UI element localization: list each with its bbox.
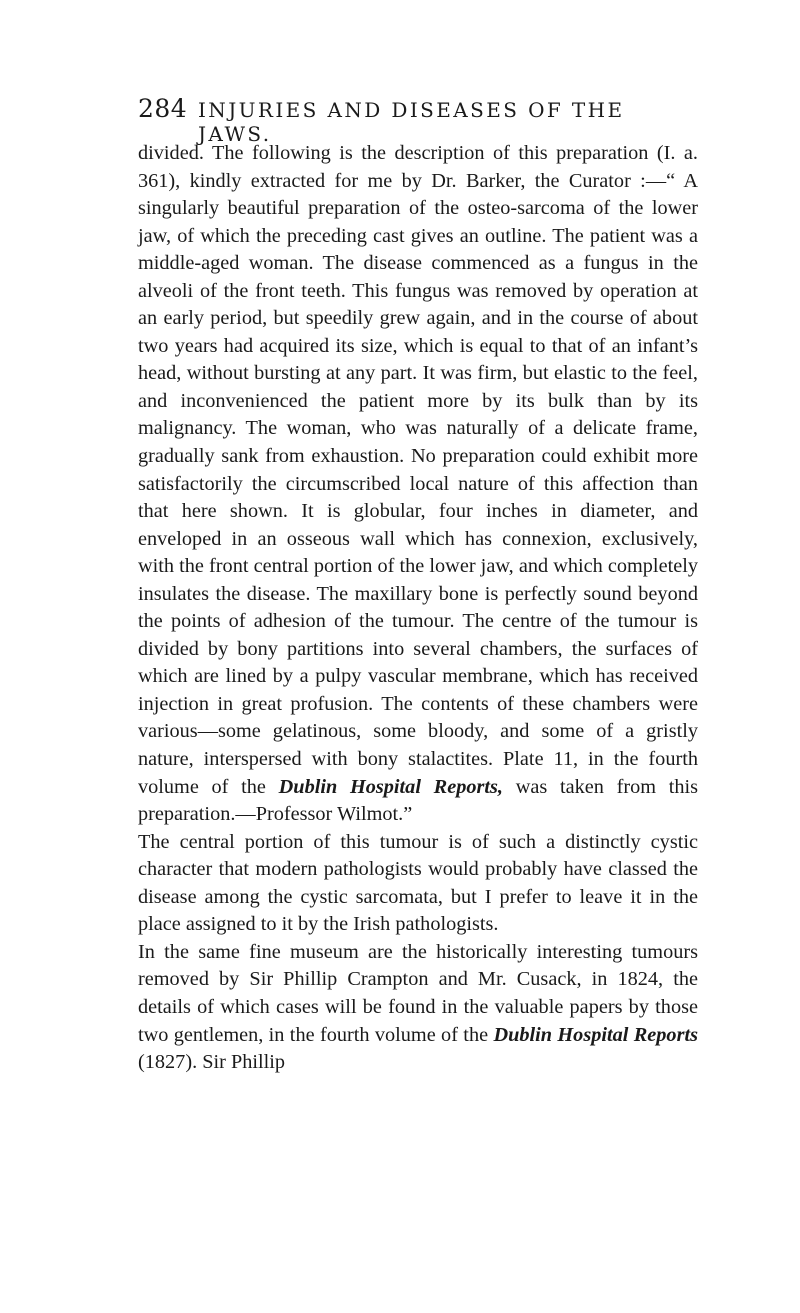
italic-title: Dublin Hospital Reports, bbox=[278, 775, 503, 798]
text-run: In the same fine museum are the historically interesting tumours removed by Sir Phillip Crampton and Mr. Cusack, in 1824, the details of which cases will be found in the valuable papers by those two gentlemen, in the fourth volume of the bbox=[138, 940, 698, 1046]
page-number: 284 bbox=[138, 94, 188, 123]
running-title: INJURIES AND DISEASES OF THE JAWS. bbox=[198, 98, 625, 146]
text-run: The central portion of this tumour is of such a distinctly cystic character that modern pathologists would probably have classed the disease among the cystic sarcomata, but I prefer to leave it in the place assigned to it by the Irish pathologists. bbox=[138, 830, 698, 936]
text-run: (1827). Sir Phillip bbox=[138, 1051, 286, 1074]
body-text bbox=[138, 140, 698, 1077]
text-run: divided. The following is the description of this preparation (I. a. 361), kindly extracted for me by Dr. Barker, the Curator :—“ A singularly beautiful preparation of the osteo-sarcoma of the lower jaw, of which the preceding cast gives an outline. The patient was a middle-aged woman. The disease commenced as a fungus in the alveoli of the front teeth. This fungus was removed by operation at an early period, but speedily grew again, and in the course of about two years had acquired its size, which is equal to that of an infant’s head, without bursting at any part. It was firm, but elastic to the feel, and inconvenienced the patient more by its bulk than by its malignancy. The woman, who was naturally of a delicate frame, gradually sank from exhaustion. No preparation could exhibit more satisfactorily the circumscribed local nature of this affection than that here shown. It is globular, four inches in diameter, and enveloped in an osseous wall which has connexion, exclusively, with the front central portion of the lower jaw, and which completely insulates the disease. The maxillary bone is perfectly sound beyond the points of adhesion of the tumour. The centre of the tumour is divided by bony partitions into several chambers, the surfaces of which are lined by a pulpy vascular membrane, which has received injection in great profusion. The contents of these chambers were various—some gelatinous, some bloody, and some of a gristly nature, interspersed with bony stalactites. Plate 11, in the fourth volume of the bbox=[138, 142, 698, 798]
paragraph bbox=[138, 829, 698, 939]
paragraph bbox=[138, 939, 698, 1077]
paragraph bbox=[138, 140, 698, 829]
italic-title: Dublin Hospital Reports bbox=[493, 1023, 698, 1046]
text-run: was taken from this preparation.—Professor Wilmot.” bbox=[138, 775, 699, 826]
page-header bbox=[138, 94, 698, 146]
